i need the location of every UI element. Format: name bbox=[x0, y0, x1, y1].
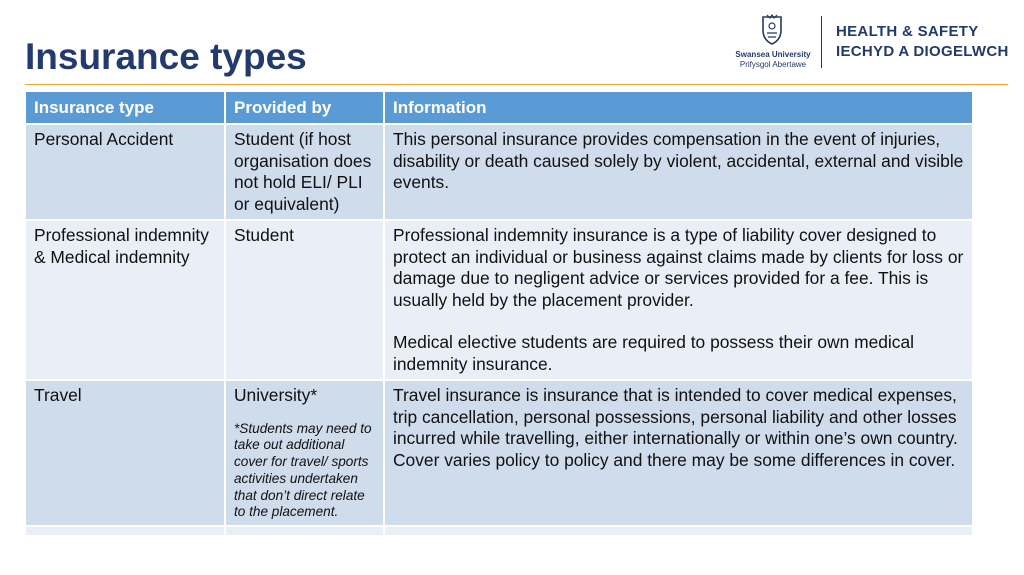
table-row bbox=[25, 220, 973, 380]
information-paragraph: Professional indemnity insurance is a type of liability cover designed to protect an individual or business against claims made by clients for loss or damage due to negligent advice or services provided for a fee. This is usually held by the placement provider. bbox=[393, 225, 964, 310]
table-row bbox=[25, 380, 973, 526]
logo-divider bbox=[821, 16, 822, 68]
cell-insurance-type: Professional indemnity & Medical indemnity bbox=[25, 220, 225, 380]
university-name-en: Swansea University bbox=[735, 50, 811, 59]
university-name bbox=[730, 50, 816, 70]
column-header-insurance-type: Insurance type bbox=[25, 91, 225, 124]
column-header-provided-by: Provided by bbox=[225, 91, 384, 124]
cell-information: This personal insurance provides compensation in the event of injuries, disability or death caused solely by violent, accidental, external and visible events. bbox=[384, 124, 973, 220]
table-row-partial bbox=[25, 526, 973, 536]
cell-provided-by bbox=[225, 380, 384, 526]
provided-by-note: *Students may need to take out additional cover for travel/ sports activities undertaken that don’t direct relate to the placement. bbox=[234, 420, 372, 520]
provided-by-text: University* bbox=[234, 385, 318, 405]
cell-provided-by: Student bbox=[225, 220, 384, 380]
department-name bbox=[836, 22, 1009, 62]
university-name-cy: Prifysgol Abertawe bbox=[739, 60, 807, 69]
department-name-cy: IECHYD A DIOGELWCH bbox=[836, 43, 1009, 60]
cell-information: Travel insurance is insurance that is intended to cover medical expenses, trip cancellation, personal possessions, personal liability and other losses incurred while travelling, either internationally or within one’s own country. Cover varies policy to policy and there may be some differences in cover. bbox=[384, 380, 973, 526]
information-paragraph: Medical elective students are required to possess their own medical indemnity insurance. bbox=[393, 332, 915, 374]
cell-provided-by: Student (if host organisation does not hold ELI/ PLI or equivalent) bbox=[225, 124, 384, 220]
cell-information bbox=[384, 220, 973, 380]
cell-empty bbox=[25, 526, 225, 536]
title-rule bbox=[25, 84, 1008, 85]
table-header-row bbox=[25, 91, 973, 124]
crest-icon bbox=[760, 14, 784, 46]
university-logo bbox=[730, 14, 1020, 74]
cell-insurance-type: Personal Accident bbox=[25, 124, 225, 220]
page-title: Insurance types bbox=[25, 36, 307, 77]
cell-insurance-type: Travel bbox=[25, 380, 225, 526]
table-row bbox=[25, 124, 973, 220]
insurance-table bbox=[24, 90, 974, 537]
department-name-en: HEALTH & SAFETY bbox=[836, 23, 979, 40]
cell-empty bbox=[225, 526, 384, 536]
cell-empty bbox=[384, 526, 973, 536]
column-header-information: Information bbox=[384, 91, 973, 124]
